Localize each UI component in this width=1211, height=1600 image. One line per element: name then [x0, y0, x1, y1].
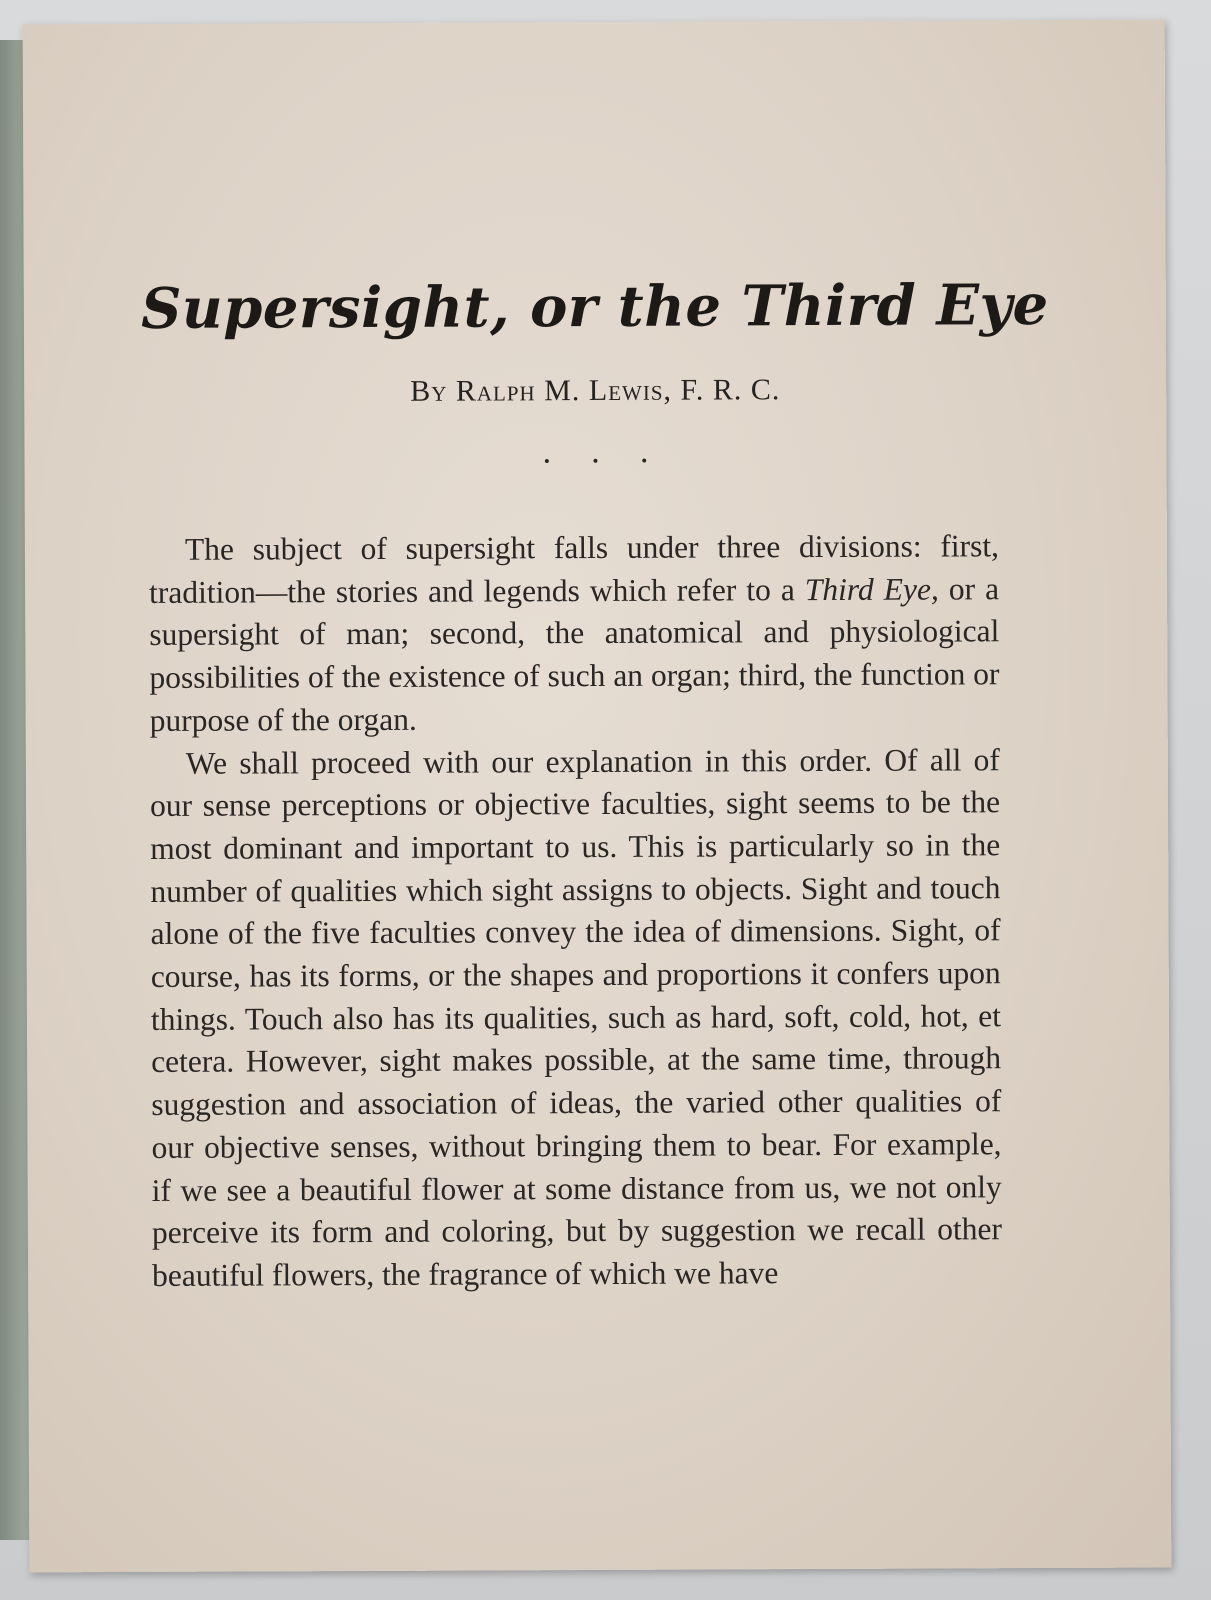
ornament-dot: • [542, 454, 551, 471]
paragraph-1 [149, 525, 1000, 742]
paragraph-1-emphasis: Third Eye, [804, 571, 939, 607]
ornament-dot: • [640, 453, 649, 470]
booklet-page [23, 20, 1172, 1573]
article-body [149, 525, 1002, 1297]
author-byline: By Ralph M. Lewis, F. R. C. [410, 373, 781, 408]
paragraph-1-text-before: The subject of supersight falls under three divisions: first, tradition—the stories and legends which refer to a [149, 528, 999, 610]
article-title: Supersight, or the Third Eye [140, 272, 1049, 342]
paragraph-2: We shall proceed with our explanation in this order. Of all of our sense perceptions or objective faculties, sight seems to be the most dominant and important to us. This is particularly so in the number of qualities which sight assigns to objects. Sight and touch alone of the five faculties convey the idea of dimensions. Sight, of course, has its forms, or the shapes and proportions it confers upon things. Touch also has its qualities, such as hard, soft, cold, hot, et cetera. However, sight makes possible, at the same time, through suggestion and association of ideas, the varied other qualities of our objective senses, without bringing them to bear. For example, if we see a beautiful flower at some distance from us, we not only perceive its form and coloring, but by suggestion we recall other beautiful flowers, the fragrance of which we have [149, 741, 1002, 1293]
ornament-dot: • [591, 453, 600, 471]
section-ornament [25, 452, 1167, 473]
paragraph-1-text-after: or a supersight of man; second, the anatomical and physiological possibilities of the existence of such an organ; third, the function or purpose of the organ. [149, 570, 1000, 738]
